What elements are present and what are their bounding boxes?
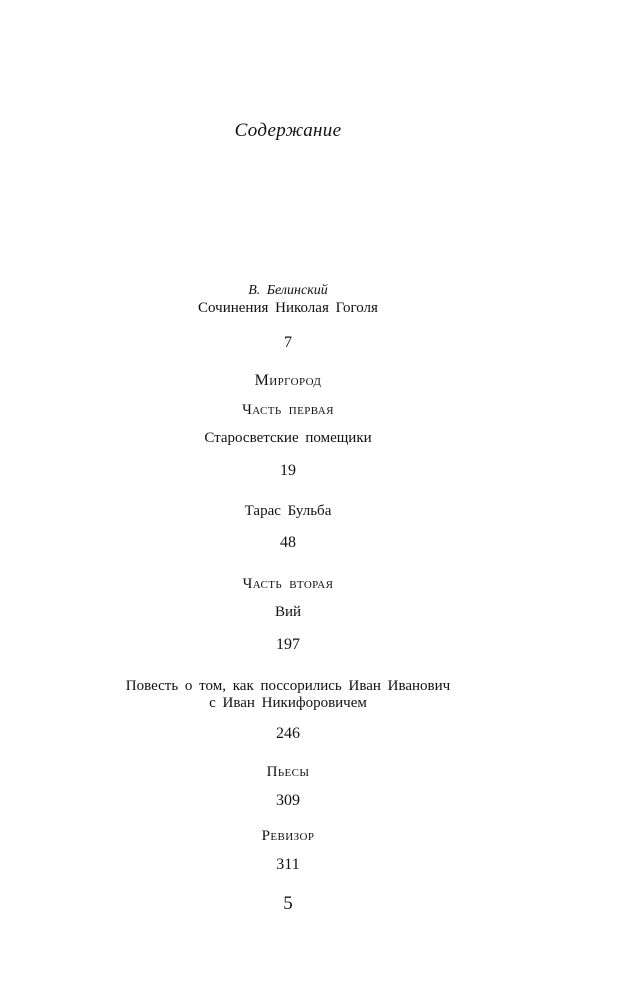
- part-heading-two: Часть вторая: [242, 576, 334, 592]
- entry-page-taras: 48: [280, 534, 296, 551]
- page-folio-number: 5: [283, 893, 293, 914]
- entry-page-belinsky: 7: [284, 334, 292, 351]
- entry-title-taras: Тарас Бульба: [244, 503, 332, 519]
- entry-page-starosvetskie: 19: [280, 462, 296, 479]
- entry-title-belinsky: Сочинения Николая Гоголя: [198, 300, 378, 316]
- entry-page-povest: 246: [276, 725, 300, 742]
- page-title: Содержание: [234, 120, 342, 141]
- entry-title-starosvetskie: Старосветские помещики: [204, 430, 372, 446]
- part-heading-one: Часть первая: [242, 402, 334, 418]
- entry-page-revizor: 311: [276, 856, 300, 873]
- entry-title-viy: Вий: [274, 604, 302, 620]
- entry-title-povest-line2: с Иван Никифоровичем: [209, 695, 367, 711]
- entry-page-viy: 197: [276, 636, 300, 653]
- entry-title-povest-line1: Повесть о том, как поссорились Иван Иванович: [125, 678, 451, 694]
- section-heading-mirgorod: Миргород: [254, 372, 322, 389]
- entry-author-belinsky: В. Белинский: [248, 283, 328, 298]
- section-heading-pesy: Пьесы: [266, 764, 310, 780]
- entry-page-pesy: 309: [276, 792, 300, 809]
- entry-title-revizor: Ревизор: [261, 828, 315, 844]
